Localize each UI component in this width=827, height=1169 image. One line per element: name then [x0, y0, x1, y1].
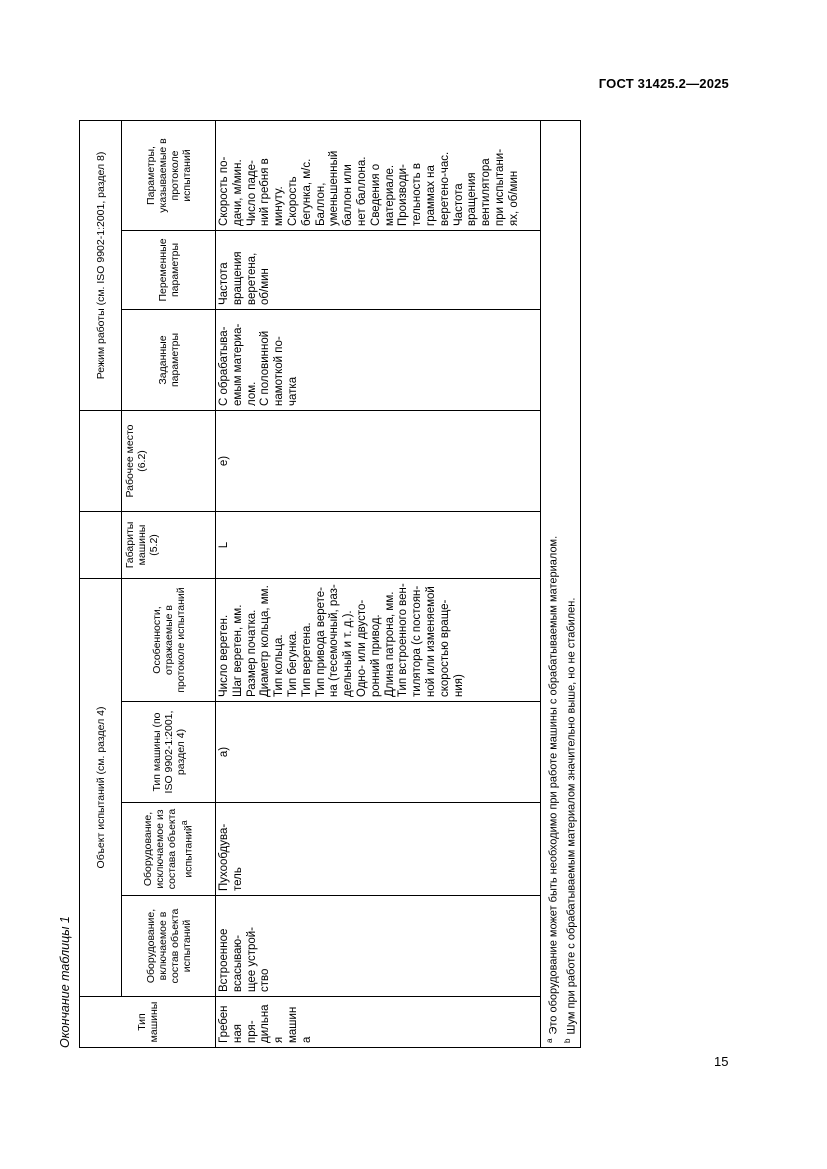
cell-excluded: Пухообдува- тель [216, 803, 541, 896]
header-reported-params: Параметры, указываемые в протоколе испытаний [122, 120, 216, 230]
header-blank-workplace [80, 410, 122, 511]
footnote-a [543, 125, 561, 1043]
header-excluded-text: Оборудование, исключаемое из состава объекта испытаний [142, 808, 195, 890]
cell-features: Число веретен. Шаг веретен, мм. Размер початка. Диаметр кольца, мм. Тип кольца. Тип бегунка. Тип веретена. Тип привода верете- на (тесемочный, раз- дельный и т. д.). Одно- или двусто- ронний привод. Длина патрона, мм. Тип встроенного вен- тилятора (с постоян- ной или изменяемой скоростью враще- ния) [216, 578, 541, 701]
cell-dimensions: L [216, 511, 541, 578]
header-machine-type: Тип машины [80, 997, 216, 1048]
table-caption: Окончание таблицы 1 [58, 916, 72, 1048]
header-excluded-equipment [122, 803, 216, 896]
header-set-params: Заданные параметры [122, 309, 216, 410]
cell-variable-params: Частота вращения веретена, об/мин [216, 230, 541, 309]
cell-workplace: e) [216, 410, 541, 511]
header-features: Особенности, отражаемые в протоколе испытаний [122, 578, 216, 701]
header-included-equipment: Оборудование, включаемое в состав объекта испытаний [122, 896, 216, 997]
header-workplace: Рабочее место (6.2) [122, 410, 216, 511]
footnote-row [541, 120, 581, 1047]
header-variable-params: Переменные параметры [122, 230, 216, 309]
cell-reported-params: Скорость по- дачи, м/мин. Число паде- ний гребня в минуту. Скорость бегунка, м/с. Баллон, уменьшенный баллон или нет баллона. Сведения о материале. Производи- тельность в граммах на веретено-час. Частота вращения вентилятора при испытани- ях, об/мин [216, 120, 541, 230]
cell-machine-type: Гребенная пря- дильная машина [216, 997, 541, 1048]
sub-header-row [122, 120, 216, 1047]
table-1-end [79, 120, 581, 1048]
footnote-a-text: Это оборудование может быть необходимо при работе машины с обрабатываемым материалом. [547, 535, 560, 1035]
header-test-object: Объект испытаний (см. раздел 4) [80, 578, 122, 996]
group-header-row [80, 120, 122, 1047]
document-code: ГОСТ 31425.2—2025 [598, 76, 729, 91]
footnote-a-mark: a [545, 1038, 554, 1043]
cell-set-params: С обрабатыва- емым материа- лом. С половинной намоткой по- чатка [216, 309, 541, 410]
header-blank-dimensions [80, 511, 122, 578]
table-row [216, 120, 541, 1047]
footnotes [541, 120, 581, 1047]
header-operating-mode: Режим работы (см. ISO 9902-1:2001, раздел 8) [80, 120, 122, 410]
cell-machine-kind: a) [216, 702, 541, 803]
footnote-b-text: Шум при работе с обрабатываемым материалом значительно выше, но не стабилен. [565, 597, 578, 1035]
cell-included: Встроенное всасываю- щее устрой- ство [216, 896, 541, 997]
footnote-b-mark: b [562, 1038, 572, 1043]
footnote-b [561, 125, 579, 1043]
header-dimensions: Габариты машины (5.2) [122, 511, 216, 578]
page-number: 15 [714, 1054, 729, 1069]
footnote-ref-a: a [179, 820, 190, 826]
header-machine-kind: Тип машины (по ISO 9902-1:2001, раздел 4) [122, 702, 216, 803]
rotated-table-area [55, 121, 583, 1048]
